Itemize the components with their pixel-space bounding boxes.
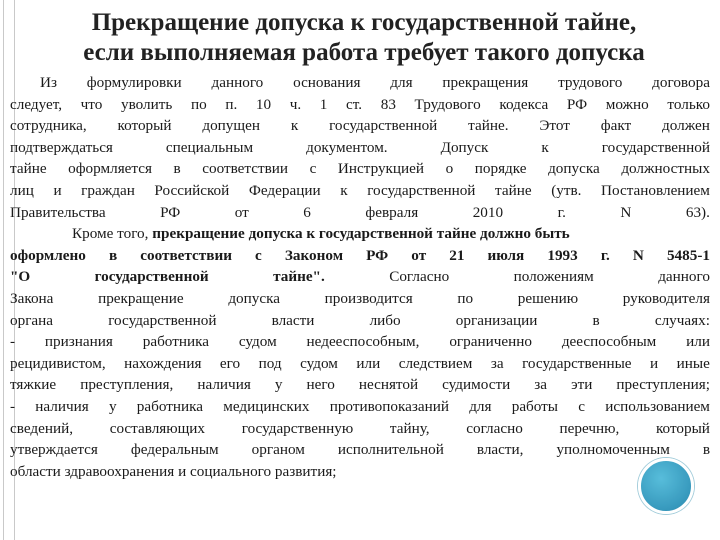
body-word: для <box>390 74 413 91</box>
body-word: можно <box>605 95 649 113</box>
body-word: специальным <box>165 138 254 156</box>
body-line <box>10 223 710 245</box>
body-word: судом <box>238 333 277 351</box>
body-word: дееспособным <box>561 333 657 351</box>
body-word: о <box>445 160 454 178</box>
body-word: к <box>290 117 299 135</box>
body-bold-word: 5485-1 <box>666 246 710 264</box>
body-bold-word: 1993 <box>547 246 578 264</box>
body-line <box>10 158 710 180</box>
body-word: для <box>469 397 492 415</box>
body-word: организации <box>455 311 538 329</box>
body-text-segment: области здравоохранения и социального развития; <box>10 462 337 480</box>
body-word: 63). <box>685 203 710 221</box>
body-line <box>10 266 710 288</box>
body-word: случаях: <box>654 311 710 329</box>
body-word: тяжкие <box>10 376 57 394</box>
body-word: перечню, <box>559 419 620 437</box>
body-word: согласно <box>466 419 523 437</box>
body-word: следует, <box>10 95 63 113</box>
body-word: Этот <box>539 117 570 135</box>
body-word: - <box>10 397 16 415</box>
body-word: ограниченно <box>449 333 532 351</box>
body-word: за <box>534 376 548 394</box>
body-line <box>10 288 710 310</box>
body-word: либо <box>369 311 401 329</box>
body-word: работника <box>136 397 204 415</box>
body-text-segment: Кроме того, <box>72 225 153 243</box>
body-word: с <box>309 160 317 178</box>
body-word: руководителя <box>622 289 710 307</box>
body-word: использованием <box>605 397 710 415</box>
body-word: власти <box>271 311 315 329</box>
body-bold-word: от <box>411 246 427 264</box>
body-line <box>10 202 710 224</box>
body-word: или <box>356 354 381 372</box>
body-word: под <box>258 354 282 372</box>
body-line <box>10 72 710 94</box>
body-word: допущен <box>202 117 260 135</box>
body-bold-word: июля <box>487 246 525 264</box>
body-word: Закона <box>10 289 54 307</box>
body-word: 6 <box>303 203 311 221</box>
body-line <box>10 115 710 137</box>
body-word: ст. <box>346 95 363 113</box>
body-word: в <box>702 441 710 459</box>
body-word: преступления; <box>616 376 710 394</box>
body-word: составляющих <box>109 419 206 437</box>
body-word: государственной <box>601 138 710 156</box>
body-word: 1 <box>319 95 328 113</box>
body-word: должностных <box>621 160 710 178</box>
body-word: данного <box>211 74 264 91</box>
body-word: соответствии <box>202 160 289 178</box>
body-word: Согласно <box>389 268 450 286</box>
body-word: тайне <box>495 181 532 199</box>
body-word: него <box>306 376 335 394</box>
body-line <box>10 137 710 159</box>
body-word: нахождения <box>124 354 202 372</box>
body-word: признания <box>44 333 113 351</box>
body-word: оформляется <box>68 160 152 178</box>
slide-title <box>14 8 714 68</box>
body-word: с <box>578 397 585 415</box>
body-line <box>10 396 710 418</box>
body-word: прекращения <box>442 74 529 91</box>
body-word: судимости <box>442 376 511 394</box>
body-word: государственные <box>522 354 632 372</box>
body-word: уволить <box>120 95 173 113</box>
body-bold-word: государственной <box>94 268 209 286</box>
body-word: по <box>190 95 207 113</box>
body-word: который <box>117 117 172 135</box>
body-bold-word: соответствии <box>140 246 232 264</box>
body-word: органа <box>10 311 54 329</box>
body-word: работы <box>511 397 559 415</box>
body-word: положениям <box>513 268 594 286</box>
body-word: 2010 <box>472 203 504 221</box>
body-word: за <box>490 354 504 372</box>
body-bold-word: в <box>108 246 118 264</box>
body-bold-word: N <box>632 246 644 264</box>
body-line <box>10 331 710 353</box>
body-word: (утв. <box>551 181 582 199</box>
body-bold-word: с <box>255 246 262 264</box>
title-line-1: Прекращение допуска к государственной тайне, <box>91 9 637 36</box>
body-word: Федерации <box>248 181 321 199</box>
body-word: подтверждаться <box>10 138 113 156</box>
body-line <box>10 310 710 332</box>
body-word: федеральным <box>130 441 219 459</box>
body-line <box>10 245 710 267</box>
body-word: к <box>340 181 348 199</box>
body-word: тайне <box>10 160 47 178</box>
body-line <box>10 94 710 116</box>
body-word: февраля <box>365 203 419 221</box>
body-word: который <box>655 419 710 437</box>
body-word: допуска <box>548 160 600 178</box>
body-word: Инструкцией <box>337 160 425 178</box>
body-line <box>10 439 710 461</box>
body-line <box>10 374 710 396</box>
body-word: ч. <box>289 95 302 113</box>
body-line <box>10 180 710 202</box>
body-word: судом <box>300 354 338 372</box>
body-word: N <box>620 203 632 221</box>
body-word: или <box>686 333 710 351</box>
body-word: формулировки <box>86 74 182 91</box>
body-word: государственной <box>329 117 438 135</box>
body-bold-text: прекращение допуска к государственной тайне должно быть <box>152 225 570 243</box>
body-bold-word: РФ <box>366 246 389 264</box>
body-word: исполнительной <box>337 441 444 459</box>
body-word: основания <box>293 74 361 91</box>
body-word: иные <box>676 354 710 372</box>
body-bold-word: тайне". <box>273 268 325 286</box>
body-word: его <box>219 354 241 372</box>
body-word: преступления, <box>80 376 174 394</box>
body-word: тайну, <box>389 419 430 437</box>
body-bold-word: "О <box>10 268 31 286</box>
body-line <box>10 461 710 483</box>
body-word: государственную <box>241 419 354 437</box>
body-word: недееспособным, <box>306 333 420 351</box>
body-word: эти <box>571 376 593 394</box>
body-word: лиц <box>10 181 34 199</box>
body-bold-word: оформлено <box>10 246 86 264</box>
body-word: трудового <box>558 74 623 91</box>
body-word: власти, <box>476 441 524 459</box>
body-word: по <box>457 289 474 307</box>
body-word: Постановлением <box>601 181 710 199</box>
body-word: органом <box>251 441 305 459</box>
body-word: и <box>650 354 659 372</box>
body-word: - <box>10 333 16 351</box>
body-word: Трудового <box>414 95 481 113</box>
body-word: утверждается <box>10 441 98 459</box>
body-word: от <box>234 203 249 221</box>
body-word: медицинских <box>223 397 310 415</box>
body-word: порядке <box>474 160 527 178</box>
body-word: граждан <box>81 181 135 199</box>
body-word: сотрудника, <box>10 117 87 135</box>
body-word: в <box>173 160 181 178</box>
body-word: сведений, <box>10 419 74 437</box>
body-word: п. <box>225 95 238 113</box>
body-word: у <box>108 397 117 415</box>
body-word: 83 <box>380 95 396 113</box>
body-word: РФ <box>566 95 588 113</box>
body-word: и <box>53 181 62 199</box>
body-word: допуска <box>228 289 280 307</box>
body-word: наличия <box>35 397 89 415</box>
body-word: неснятой <box>358 376 419 394</box>
body-word: противопоказаний <box>329 397 449 415</box>
body-line <box>10 353 710 375</box>
title-line-2: если выполняемая работа требует такого допуска <box>83 39 645 66</box>
body-word: к <box>541 138 549 156</box>
body-word: уполномоченным <box>556 441 670 459</box>
body-word: государственной <box>367 181 476 199</box>
body-bold-word: г. <box>600 246 610 264</box>
body-text <box>10 72 710 482</box>
body-word: у <box>274 376 283 394</box>
body-word: Российской <box>154 181 230 199</box>
body-line <box>10 418 710 440</box>
body-bold-word: 21 <box>449 246 465 264</box>
body-word: наличия <box>197 376 251 394</box>
body-word: Из <box>40 74 57 91</box>
body-word: что <box>80 95 103 113</box>
body-word: должен <box>662 117 710 135</box>
body-word: 10 <box>255 95 272 113</box>
body-word: данного <box>658 268 710 286</box>
body-word: г. <box>557 203 566 221</box>
body-word: договора <box>652 74 710 91</box>
body-bold-word: Законом <box>284 246 344 264</box>
body-word: РФ <box>160 203 181 221</box>
body-word: следствием <box>398 354 473 372</box>
body-word: государственной <box>108 311 217 329</box>
body-word: прекращение <box>98 289 184 307</box>
body-word: факт <box>600 117 632 135</box>
body-word: тайне. <box>468 117 509 135</box>
body-word: рецидивистом, <box>10 354 106 372</box>
body-word: Допуск <box>440 138 489 156</box>
decorative-circle <box>638 458 694 514</box>
body-word: в <box>592 311 600 329</box>
body-word: работника <box>142 333 209 351</box>
body-word: кодекса <box>499 95 549 113</box>
body-word: решению <box>517 289 579 307</box>
body-word: документом. <box>306 138 388 156</box>
body-word: Правительства <box>10 203 106 221</box>
body-word: производится <box>324 289 413 307</box>
body-word: только <box>667 95 710 113</box>
